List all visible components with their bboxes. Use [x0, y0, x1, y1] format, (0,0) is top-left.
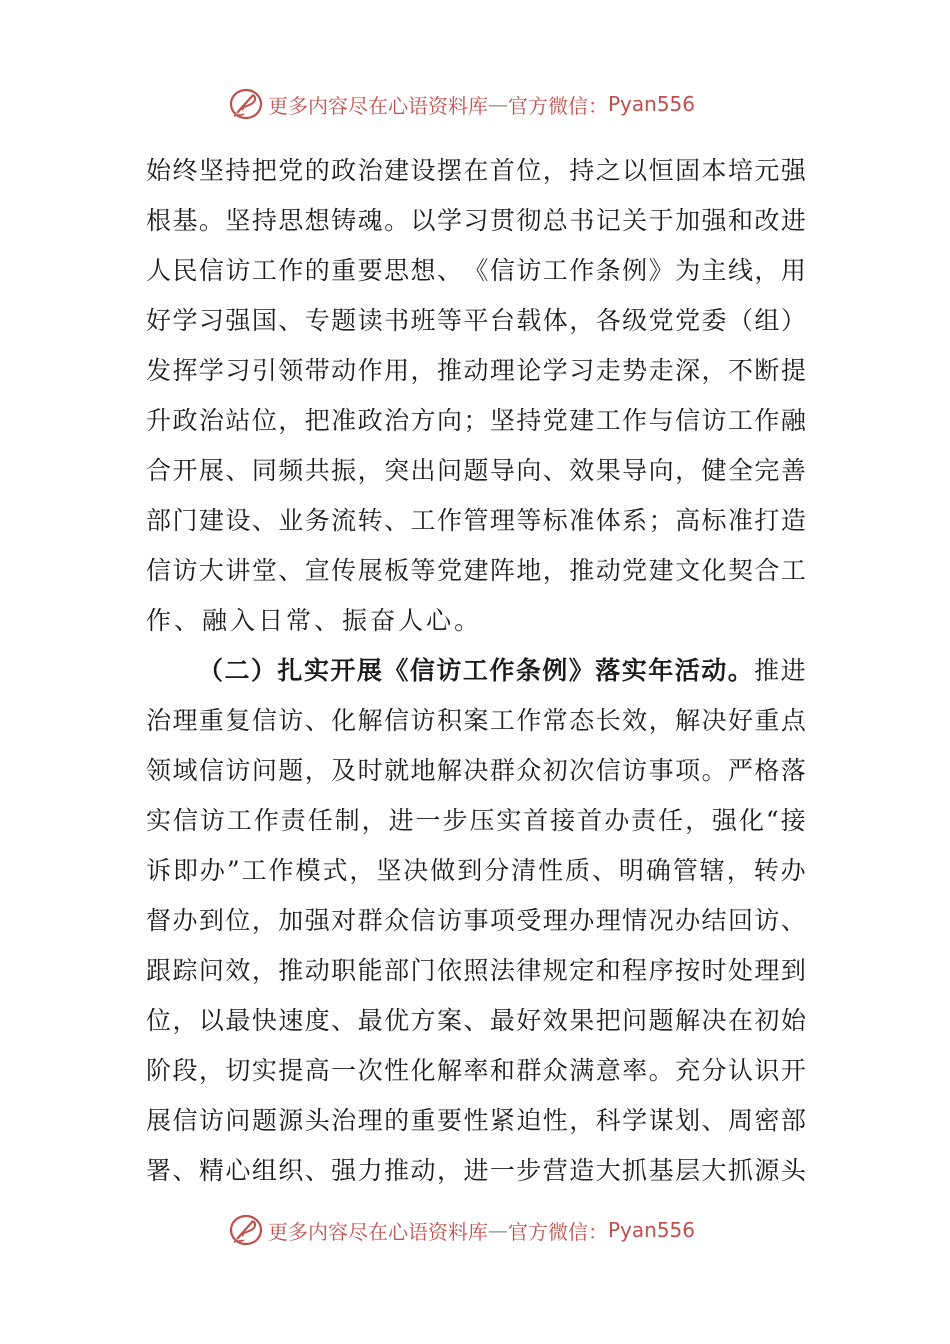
text-line: 治 理 重 复 信 访 、 化 解 信 访 积 案 工 作 常 态 长 效 ， 解 决 好 重 点	[146, 706, 806, 735]
text-line: 跟 踪 问 效 ， 推 动 职 能 部 门 依 照 法 律 规 定 和 程 序 按 时 处 理 到	[146, 956, 806, 985]
text-line: 领 域 信 访 问 题 ， 及 时 就 地 解 决 群 众 初 次 信 访 事 项 。 严 格 落	[146, 756, 806, 785]
text-line: 作 、 融 入 日 常 、 振 奋 人 心 。	[146, 606, 483, 635]
text-line: 好 学 习 强 国 、 专 题 读 书 班 等 平 台 载 体 ， 各 级 党 党 委 （ 组 ）	[146, 306, 806, 335]
watermark-contact-label: 官方微信：	[508, 93, 608, 118]
paragraph-2	[146, 646, 806, 1196]
watermark-contact-id: Pyan556	[608, 1218, 696, 1242]
text-line: 部 门 建 设 、 业 务 流 转 、 工 作 管 理 等 标 准 体 系 ； 高 标 准 打 造	[146, 506, 806, 535]
quill-pen-logo-icon	[228, 86, 264, 122]
paragraph-1	[146, 146, 806, 646]
paragraph-2-first-line: （ 二 ） 扎 实 开 展 《 信 访 工 作 条 例 》 落 实 年 活 动 。 推 进	[198, 656, 806, 685]
text-line: 督 办 到 位 ， 加 强 对 群 众 信 访 事 项 受 理 办 理 情 况 办 结 回 访 、	[146, 906, 806, 935]
watermark-site-text: 更多内容尽在心语资料库	[268, 93, 488, 118]
footer-watermark	[228, 1210, 695, 1250]
text-line: 发 挥 学 习 引 领 带 动 作 用 ， 推 动 理 论 学 习 走 势 走 深 ， 不 断 提	[146, 356, 806, 385]
text-line: 阶 段 ， 切 实 提 高 一 次 性 化 解 率 和 群 众 满 意 率 。 充 分 认 识 开	[146, 1056, 806, 1085]
quill-pen-logo-icon	[228, 1212, 264, 1248]
watermark-contact-id: Pyan556	[608, 92, 696, 116]
text-line: 位 ， 以 最 快 速 度 、 最 优 方 案 、 最 好 效 果 把 问 题 解 决 在 初 始	[146, 1006, 806, 1035]
text-line: 诉 即 办 ” 工 作 模 式 ， 坚 决 做 到 分 清 性 质 、 明 确 管 辖 ， 转 办	[146, 856, 806, 885]
text-line: 合 开 展 、 同 频 共 振 ， 突 出 问 题 导 向 、 效 果 导 向 ， 健 全 完 善	[146, 456, 806, 485]
text-line: 升 政 治 站 位 ， 把 准 政 治 方 向 ； 坚 持 党 建 工 作 与 信 访 工 作 融	[146, 406, 806, 435]
document-body	[146, 146, 806, 1196]
watermark-site-text: 更多内容尽在心语资料库	[268, 1219, 488, 1244]
text-line: 署 、 精 心 组 织 、 强 力 推 动 ， 进 一 步 营 造 大 抓 基 层 大 抓 源 头	[146, 1156, 806, 1185]
text-line: 信 访 大 讲 堂 、 宣 传 展 板 等 党 建 阵 地 ， 推 动 党 建 文 化 契 合 工	[146, 556, 806, 585]
text-line: 实 信 访 工 作 责 任 制 ， 进 一 步 压 实 首 接 首 办 责 任 ， 强 化 “ 接	[146, 806, 806, 835]
text-line: 根 基 。 坚 持 思 想 铸 魂 。 以 学 习 贯 彻 总 书 记 关 于 加 强 和 改 进	[146, 206, 806, 235]
watermark-separator: —	[488, 1218, 508, 1242]
header-watermark	[228, 84, 695, 124]
text-line: 始 终 坚 持 把 党 的 政 治 建 设 摆 在 首 位 ， 持 之 以 恒 固 本 培 元 强	[146, 156, 806, 185]
text-line: 人 民 信 访 工 作 的 重 要 思 想 、 《 信 访 工 作 条 例 》 为 主 线 ， 用	[146, 256, 806, 285]
watermark-contact-label: 官方微信：	[508, 1219, 608, 1244]
watermark-separator: —	[488, 92, 508, 116]
text-line: 展 信 访 问 题 源 头 治 理 的 重 要 性 紧 迫 性 ， 科 学 谋 划 、 周 密 部	[146, 1106, 806, 1135]
